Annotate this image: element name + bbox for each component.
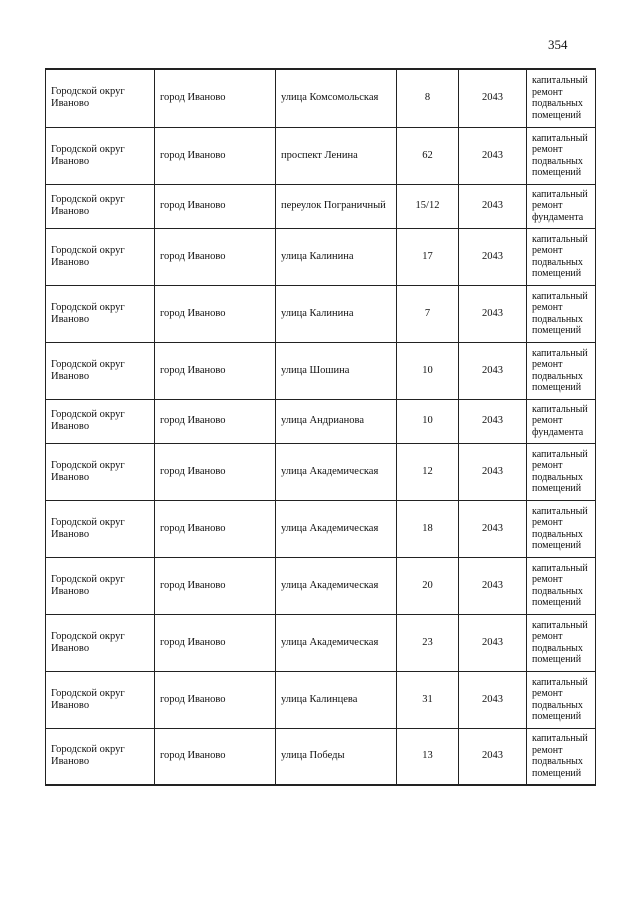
street-cell: улица Комсомольская (276, 69, 397, 127)
city-cell: город Иваново (155, 69, 276, 127)
year-cell: 2043 (459, 443, 527, 500)
city-cell: город Иваново (155, 728, 276, 785)
house-number-cell: 7 (397, 285, 459, 342)
city-cell: город Иваново (155, 399, 276, 443)
city-cell: город Иваново (155, 184, 276, 228)
work-type-cell: капитальный ремонт подвальных помещений (527, 285, 596, 342)
table-row (46, 127, 596, 184)
okrug-cell: Городской округ Иваново (46, 285, 155, 342)
table-row (46, 69, 596, 127)
okrug-cell: Городской округ Иваново (46, 342, 155, 399)
year-cell: 2043 (459, 127, 527, 184)
table-row (46, 500, 596, 557)
house-number-cell: 8 (397, 69, 459, 127)
year-cell: 2043 (459, 69, 527, 127)
city-cell: город Иваново (155, 671, 276, 728)
work-type-cell: капитальный ремонт подвальных помещений (527, 127, 596, 184)
year-cell: 2043 (459, 228, 527, 285)
year-cell: 2043 (459, 500, 527, 557)
okrug-cell: Городской округ Иваново (46, 69, 155, 127)
street-cell: улица Андрианова (276, 399, 397, 443)
street-cell: улица Калинина (276, 285, 397, 342)
table-row (46, 557, 596, 614)
house-number-cell: 13 (397, 728, 459, 785)
street-cell: улица Шошина (276, 342, 397, 399)
street-cell: улица Академическая (276, 500, 397, 557)
work-type-cell: капитальный ремонт подвальных помещений (527, 557, 596, 614)
house-number-cell: 17 (397, 228, 459, 285)
year-cell: 2043 (459, 399, 527, 443)
city-cell: город Иваново (155, 443, 276, 500)
street-cell: улица Калинцева (276, 671, 397, 728)
house-number-cell: 18 (397, 500, 459, 557)
work-type-cell: капитальный ремонт фундамента (527, 184, 596, 228)
house-number-cell: 10 (397, 342, 459, 399)
work-type-cell: капитальный ремонт фундамента (527, 399, 596, 443)
work-type-cell: капитальный ремонт подвальных помещений (527, 443, 596, 500)
repair-table (45, 68, 596, 786)
table-row (46, 285, 596, 342)
okrug-cell: Городской округ Иваново (46, 671, 155, 728)
year-cell: 2043 (459, 671, 527, 728)
table-row (46, 614, 596, 671)
house-number-cell: 20 (397, 557, 459, 614)
okrug-cell: Городской округ Иваново (46, 728, 155, 785)
table-row (46, 342, 596, 399)
street-cell: улица Академическая (276, 557, 397, 614)
city-cell: город Иваново (155, 614, 276, 671)
okrug-cell: Городской округ Иваново (46, 500, 155, 557)
okrug-cell: Городской округ Иваново (46, 399, 155, 443)
year-cell: 2043 (459, 285, 527, 342)
table-row (46, 228, 596, 285)
work-type-cell: капитальный ремонт подвальных помещений (527, 614, 596, 671)
okrug-cell: Городской округ Иваново (46, 443, 155, 500)
street-cell: проспект Ленина (276, 127, 397, 184)
house-number-cell: 62 (397, 127, 459, 184)
work-type-cell: капитальный ремонт подвальных помещений (527, 342, 596, 399)
street-cell: переулок Пограничный (276, 184, 397, 228)
city-cell: город Иваново (155, 500, 276, 557)
okrug-cell: Городской округ Иваново (46, 127, 155, 184)
okrug-cell: Городской округ Иваново (46, 184, 155, 228)
work-type-cell: капитальный ремонт подвальных помещений (527, 728, 596, 785)
city-cell: город Иваново (155, 285, 276, 342)
work-type-cell: капитальный ремонт подвальных помещений (527, 228, 596, 285)
city-cell: город Иваново (155, 557, 276, 614)
table-row (46, 728, 596, 785)
table-row (46, 399, 596, 443)
house-number-cell: 15/12 (397, 184, 459, 228)
house-number-cell: 23 (397, 614, 459, 671)
page-number: 354 (548, 37, 568, 52)
city-cell: город Иваново (155, 127, 276, 184)
okrug-cell: Городской округ Иваново (46, 557, 155, 614)
work-type-cell: капитальный ремонт подвальных помещений (527, 671, 596, 728)
house-number-cell: 10 (397, 399, 459, 443)
okrug-cell: Городской округ Иваново (46, 228, 155, 285)
year-cell: 2043 (459, 184, 527, 228)
street-cell: улица Академическая (276, 614, 397, 671)
street-cell: улица Победы (276, 728, 397, 785)
okrug-cell: Городской округ Иваново (46, 614, 155, 671)
work-type-cell: капитальный ремонт подвальных помещений (527, 500, 596, 557)
city-cell: город Иваново (155, 342, 276, 399)
year-cell: 2043 (459, 342, 527, 399)
street-cell: улица Калинина (276, 228, 397, 285)
city-cell: город Иваново (155, 228, 276, 285)
table-row (46, 184, 596, 228)
table-row (46, 443, 596, 500)
work-type-cell: капитальный ремонт подвальных помещений (527, 69, 596, 127)
table-row (46, 671, 596, 728)
street-cell: улица Академическая (276, 443, 397, 500)
house-number-cell: 31 (397, 671, 459, 728)
year-cell: 2043 (459, 557, 527, 614)
house-number-cell: 12 (397, 443, 459, 500)
year-cell: 2043 (459, 614, 527, 671)
year-cell: 2043 (459, 728, 527, 785)
